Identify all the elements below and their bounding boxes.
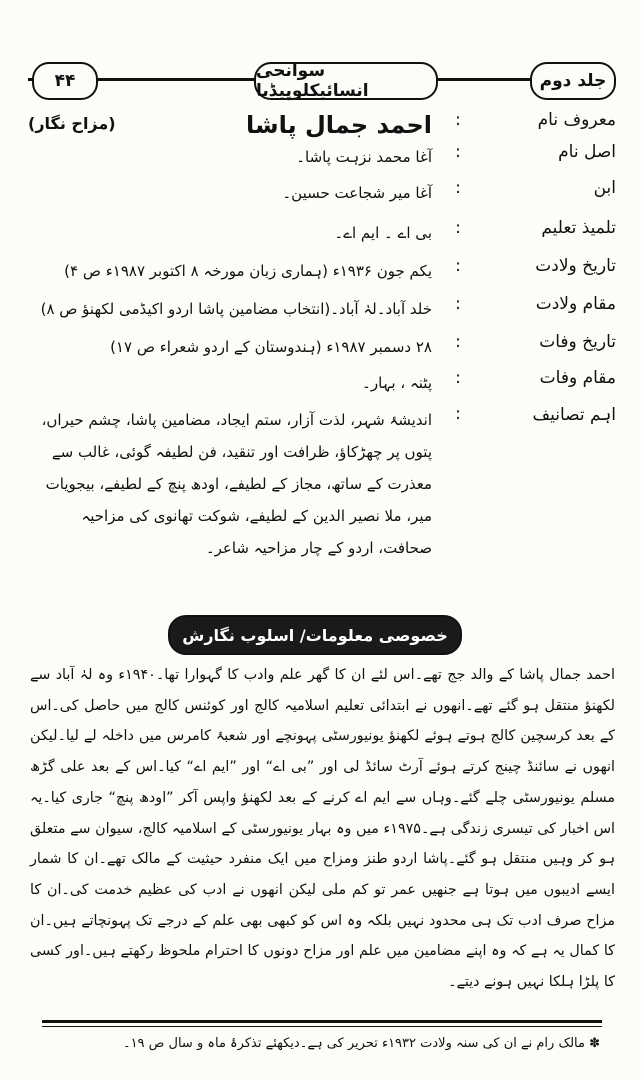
info-value: احمد جمال پاشا: [245, 111, 432, 139]
section-heading: خصوصی معلومات/ اسلوب نگارش: [168, 615, 462, 655]
section-body: [30, 660, 615, 998]
info-label: اصل نام: [558, 142, 616, 162]
info-value: آغا میر شجاعت حسین۔: [282, 184, 432, 202]
book-title: سوانحی انسائیکلوپیڈیا: [254, 62, 438, 100]
colon: :: [455, 178, 461, 198]
info-label: مقام وفات: [539, 368, 616, 388]
colon: :: [455, 332, 461, 352]
info-label: تاریخ وفات: [539, 332, 616, 352]
info-value: پٹنہ ، بہار۔: [362, 374, 432, 392]
footnote-rule: [42, 1020, 602, 1023]
page-number: ۴۴: [32, 62, 98, 100]
colon: :: [455, 368, 461, 388]
info-label: تاریخ ولادت: [535, 256, 616, 276]
colon: :: [455, 256, 461, 276]
info-value: ۲۸ دسمبر ۱۹۸۷ء (ہندوستان کے اردو شعراء ص ۱۷): [110, 338, 432, 356]
info-label: معروف نام: [537, 110, 616, 130]
info-value: یکم جون ۱۹۳۶ء (ہماری زبان مورخہ ۸ اکتوبر ۱۹۸۷ء ص ۴): [64, 262, 432, 280]
info-label: تلمیذ تعلیم: [541, 218, 616, 238]
info-value: اندیشۂ شہر، لذت آزار، ستم ایجاد، مضامین پاشا، چشم حیراں، پتوں پر چھڑکاؤ، ظرافت اور تنقید، فن لطیفہ گوئی، غالب سے معذرت کے ساتھ، مجاز کے لطیفے، اودھ پنچ کے لطیفے، بیجویات میر، ملا نصیر الدین کے لطیفے، شوکت تھانوی کی مزاحیہ صحافت، اردو کے چار مزاحیہ شاعر۔: [41, 411, 432, 557]
page-header: [28, 60, 616, 100]
info-label: مقام ولادت: [535, 294, 616, 314]
body-paragraph: احمد جمال پاشا کے والد جج تھے۔اس لئے ان کا گھر علم وادب کا گہوارا تھا۔۱۹۴۰ء وہ لہٰ آباد سے لکھنؤ منتقل ہو گئے تھے۔انھوں نے ابتدائی تعلیم اسلامیہ کالج اور کوئنس کالج میں حاصل کی۔اس کے بعد کرسچین کالج ہوتے ہوئے لکھنؤ یونیورسٹی پہونچے اور شعبۂ کامرس میں داخلہ لے لیا۔لیکن انھوں نے سائنڈ چینج کرتے ہوئے آرٹ سائڈ لی اور ”بی اے“ اور ”ایم اے“ کیا۔اس کے بعد علی گڑھ مسلم یونیورسٹی چلے گئے۔وہاں سے ایم اے کرنے کے بعد لکھنؤ واپس آکر ”اودھ پنچ“ جاری کیا۔یہ اس اخبار کی تیسری زندگی ہے۔۱۹۷۵ء میں وہ بہار یونیورسٹی کے اسلامیہ کالج، سیوان سے متعلق ہو کر وہیں منتقل ہو گئے۔پاشا اردو طنز ومزاح میں ایک منفرد حیثیت کے مالک تھے۔ان کا شمار ایسے ادیبوں میں ہوتا ہے جنھیں عمر تو کم ملی لیکن انھوں نے ادب کی عظیم خدمت کی۔ان کا مزاح صرف ادب تک ہی محدود نہیں بلکہ وہ اس کو کبھی بھی علم کے درجے تک پہونچاتے ہیں۔ان کا کمال یہ ہے کہ وہ اپنے مضامین میں علم اور مزاح دونوں کا احترام ملحوظ رکھتے ہیں۔اور کسی کا پلڑا ہلکا نہیں ہونے دیتے۔: [30, 667, 615, 991]
colon: :: [455, 294, 461, 314]
colon: :: [455, 404, 461, 424]
info-label: اہم تصانیف: [532, 405, 616, 425]
footnote: ✽ مالک رام نے ان کی سنہ ولادت ۱۹۳۲ء تحریر کی ہے۔دیکھئے تذکرۂ ماہ و سال ص ۱۹۔: [122, 1036, 600, 1051]
profession-tag: (مزاح نگار): [28, 114, 116, 133]
colon: :: [455, 110, 461, 130]
info-value: بی اے ۔ ایم اے۔: [334, 224, 432, 242]
info-value: آغا محمد نزہت پاشا۔: [296, 148, 432, 166]
info-value: خلد آباد۔لہٰ آباد۔(انتخاب مضامین پاشا اردو اکیڈمی لکھنؤ ص ۸): [40, 300, 432, 318]
footnote-rule-thin: [42, 1026, 602, 1027]
colon: :: [455, 142, 461, 162]
info-label: ابن: [593, 178, 616, 198]
volume-label: جلد دوم: [530, 62, 616, 100]
colon: :: [455, 218, 461, 238]
